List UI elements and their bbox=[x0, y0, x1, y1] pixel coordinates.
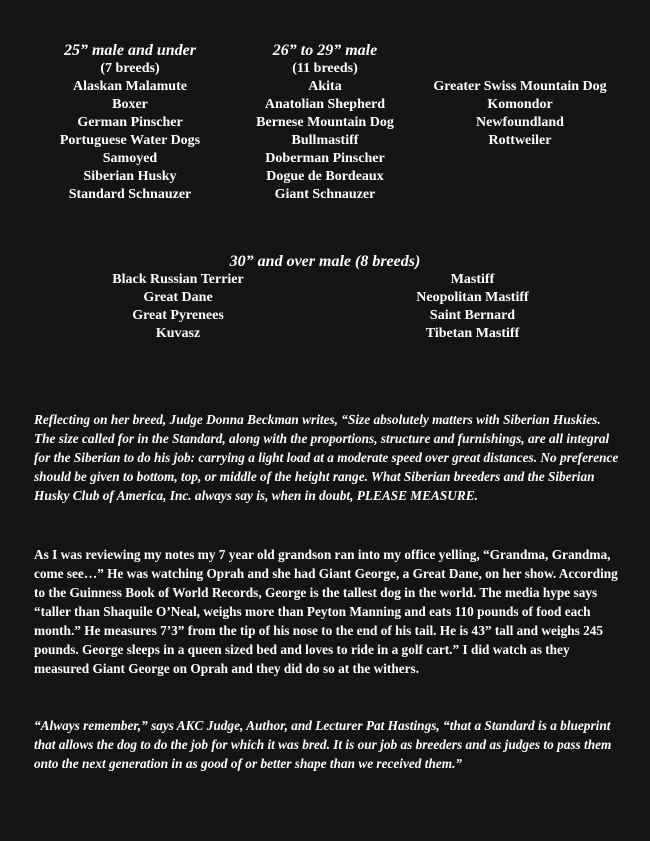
heading-30-and-over: 30” and over male (8 breeds) bbox=[229, 253, 421, 270]
heading-26-to-29: 26” to 29” male bbox=[272, 42, 378, 59]
breed-item: Great Dane bbox=[143, 290, 213, 305]
breed-item: Standard Schnauzer bbox=[68, 187, 192, 202]
column-30-and-over-right bbox=[380, 271, 565, 343]
breed-item: Anatolian Shepherd bbox=[264, 97, 386, 112]
breed-item: Newfoundland bbox=[476, 115, 564, 130]
breed-item: Saint Bernard bbox=[429, 308, 516, 323]
breed-item: Mastiff bbox=[450, 272, 495, 287]
paragraph-giant-george: As I was reviewing my notes my 7 year old grandson ran into my office yelling, “Grandma, Grandma, come see…” He was watching Oprah and she had Giant George, a Great Dane, on her show. According to the Guinness Book of World Records, George is the tallest dog in the world. The media hype says “taller than Shaquile O’Neal, weighs more than Peyton Manning and eats 110 pounds of food each month.” He measures 7’3” from the tip of his nose to the end of his tail. He is 43” tall and weighs 245 pounds. George sleeps in a queen sized bed and loves to ride in a golf cart.” I did watch as they measured Giant George on Oprah and they did do so at the withers. bbox=[34, 547, 618, 676]
breed-item: Bernese Mountain Dog bbox=[256, 115, 394, 130]
column-26-to-29-continued bbox=[420, 78, 620, 150]
breed-item: Samoyed bbox=[102, 151, 158, 166]
breed-item: Akita bbox=[308, 79, 342, 94]
breed-item: German Pinscher bbox=[77, 115, 183, 130]
column-25-and-under bbox=[40, 42, 220, 204]
breed-item: Black Russian Terrier bbox=[112, 272, 244, 287]
breed-item: Great Pyrenees bbox=[132, 308, 224, 323]
column-30-and-over-left bbox=[88, 271, 268, 343]
heading-25-and-under: 25” male and under bbox=[63, 42, 196, 59]
breed-item: Giant Schnauzer bbox=[274, 187, 376, 202]
breed-item: Neopolitan Mastiff bbox=[416, 290, 529, 305]
count-26-to-29: (11 breeds) bbox=[292, 61, 358, 76]
count-25-and-under: (7 breeds) bbox=[100, 61, 160, 76]
breed-item: Rottweiler bbox=[488, 133, 552, 148]
breed-item: Dogue de Bordeaux bbox=[266, 169, 384, 184]
breed-item: Siberian Husky bbox=[83, 169, 177, 184]
breed-item: Alaskan Malamute bbox=[73, 79, 187, 94]
column-26-to-29 bbox=[240, 42, 410, 204]
breed-item: Tibetan Mastiff bbox=[425, 326, 520, 341]
breed-item: Greater Swiss Mountain Dog bbox=[433, 79, 607, 94]
breed-item: Bullmastiff bbox=[291, 133, 359, 148]
breed-item: Kuvasz bbox=[155, 326, 201, 341]
breed-item: Boxer bbox=[112, 97, 148, 112]
paragraph-beckman-quote: Reflecting on her breed, Judge Donna Beckman writes, “Size absolutely matters with Siberian Huskies. The size called for in the Standard, along with the proportions, structure and furnishings, are all integral for the Siberian to do his job: carrying a light load at a moderate speed over great distances. No preference should be given to bottom, top, or middle of the height range. What Siberian breeders and the Siberian Husky Club of America, Inc. always say is, when in doubt, PLEASE MEASURE. bbox=[34, 412, 619, 503]
breed-item: Doberman Pinscher bbox=[265, 151, 385, 166]
paragraph-hastings-quote: “Always remember,” says AKC Judge, Author, and Lecturer Pat Hastings, “that a Standard is a blueprint that allows the dog to do the job for which it was bred. It is our job as breeders and as judges to pass them onto the next generation in as good of or better shape than we received them.” bbox=[34, 718, 612, 771]
breed-item: Komondor bbox=[487, 97, 553, 112]
breed-item: Portuguese Water Dogs bbox=[59, 133, 201, 148]
